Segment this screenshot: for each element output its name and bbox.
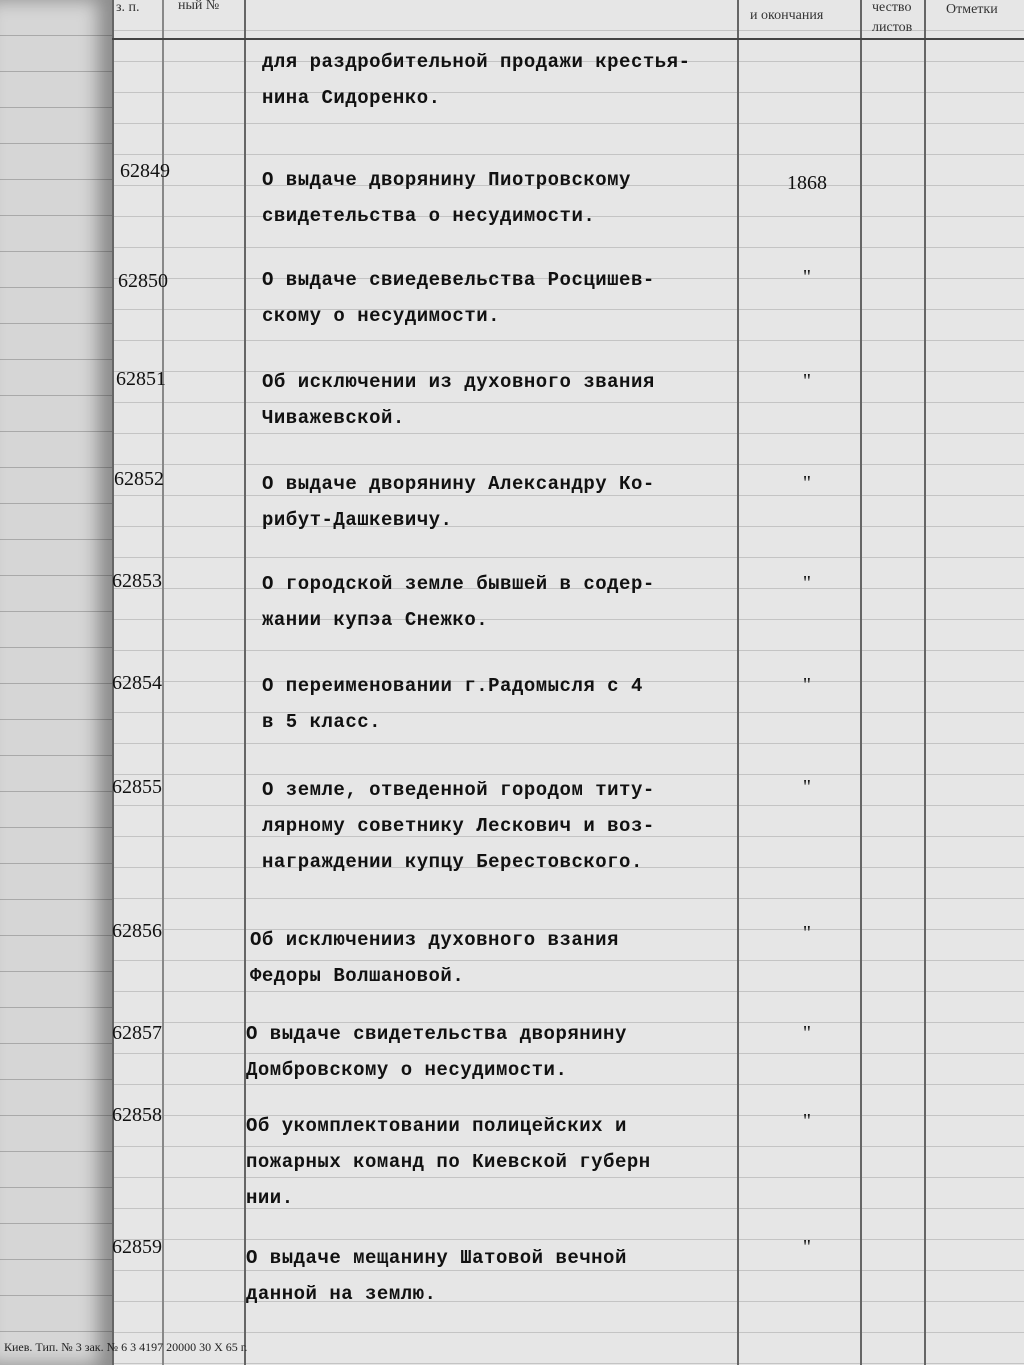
entry-text: О выдаче мещанину Шатовой вечной данной на землю. (246, 1247, 627, 1305)
register-page (112, 0, 1024, 1365)
entry-date: " (802, 1022, 812, 1044)
column-rule (737, 0, 739, 1365)
entry-text: О выдаче свиедевельства Росцишев- скому о несудимости. (262, 269, 655, 327)
entry-date: " (802, 776, 812, 798)
entry-text: О земле, отведенной городом титу- лярному советнику Лескович и воз- награждении купцу Берестовского. (262, 779, 655, 873)
entry-text: О выдаче свидетельства дворянину Домбровскому о несудимости. (246, 1023, 627, 1081)
header-col-dates: и окончания (750, 8, 824, 23)
entry-number: 62852 (114, 468, 164, 490)
entry-text: Об исключении из духовного звания Чиважевской. (262, 371, 655, 429)
entry-date: " (802, 266, 812, 288)
entry-number: 62857 (112, 1022, 162, 1044)
entry-date: " (802, 472, 812, 494)
entry-number: 62851 (116, 368, 166, 390)
entry-date: " (802, 1236, 812, 1258)
entry-number: 62853 (112, 570, 162, 592)
header-col-notes: Отметки (946, 2, 998, 17)
entry-text: Об исключенииз духовного взания Федоры Волшановой. (250, 929, 619, 987)
entry-number: 62849 (120, 160, 170, 182)
printer-imprint: Киев. Тип. № 3 зак. № 6 3 4197 20000 30 X 65 г. (4, 1340, 248, 1354)
entry-number: 62858 (112, 1104, 162, 1126)
entry-number: 62859 (112, 1236, 162, 1258)
entry-number: 62850 (118, 270, 168, 292)
entry-number: 62855 (112, 776, 162, 798)
column-rule (860, 0, 862, 1365)
entry-text: О выдаче дворянину Пиотровскому свидетельства о несудимости. (262, 169, 631, 227)
column-rule (162, 0, 164, 1365)
entry-date: " (802, 922, 812, 944)
column-rule (924, 0, 926, 1365)
header-rule (112, 38, 1024, 40)
entry-date: " (802, 370, 812, 392)
entry-date: " (802, 674, 812, 696)
entry-text: Об укомплектовании полицейских и пожарных команд по Киевской губерн нии. (246, 1115, 651, 1209)
entry-date: " (802, 1110, 812, 1132)
header-col-number: з. п. (116, 0, 140, 15)
entry-number: 62854 (112, 672, 162, 694)
entry-text: для раздробительной продажи крестья- нина Сидоренко. (262, 51, 691, 109)
header-col-registry: ный № (178, 0, 220, 13)
entry-text: О выдаче дворянину Александру Ко- рибут-Дашкевичу. (262, 473, 655, 531)
entry-text: О городской земле бывшей в содер- жании купэа Снежко. (262, 573, 655, 631)
entry-date: " (802, 572, 812, 594)
header-col-sheets-2: листов (872, 20, 913, 35)
header-col-sheets-1: чество (872, 0, 912, 15)
entry-date: 1868 (787, 172, 827, 194)
entry-number: 62856 (112, 920, 162, 942)
left-facing-page (0, 0, 115, 1365)
entry-text: О переименовании г.Радомысля с 4 в 5 класс. (262, 675, 643, 733)
